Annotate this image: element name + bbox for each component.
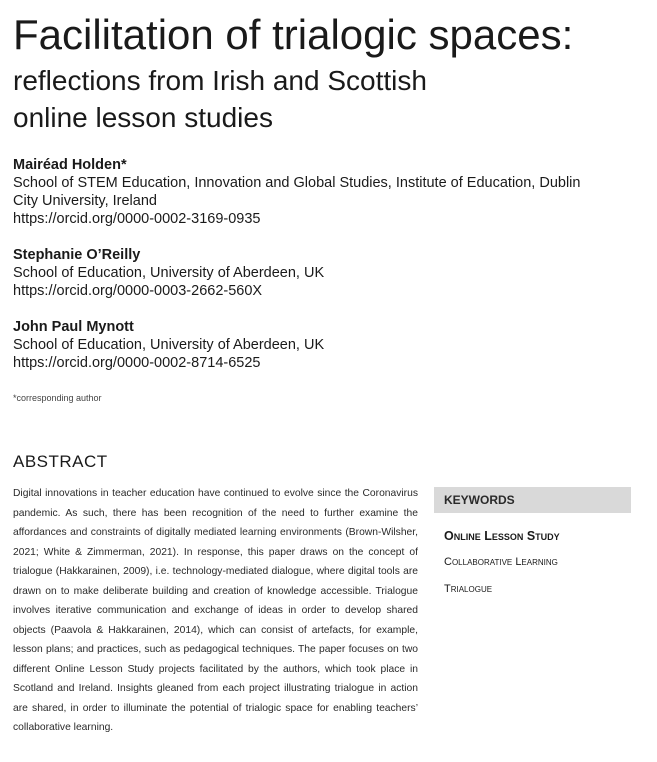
keywords-heading: KEYWORDS <box>434 487 631 513</box>
author-name: Stephanie O’Reilly <box>13 247 141 263</box>
subtitle-line-2: online lesson studies <box>13 102 273 133</box>
author-orcid-link[interactable]: https://orcid.org/0000-0002-3169-0935 <box>13 211 261 227</box>
title-block <box>13 10 643 136</box>
abstract-body: Digital innovations in teacher education have continued to evolve since the Coronavirus pandemic. As such, there has been recognition of the need to further examine the affordances and constraints of digitally mediated learning environments (Brown-Wilsher, 2021; White & Zimmerman, 2021). In response, this paper draws on the concept of trialogue (Hakkarainen, 2009), i.e. technology-mediated dialogue, where digital tools are drawn on to make deliberate building and creation of knowledge accessible. Trialogue involves iterative communication and exchange of ideas in order to develop shared objects (Paavola & Hakkarainen, 2014), which can consist of artefacts, for example, lesson plans; and practices, such as pedagogical techniques. The paper focuses on two different Online Lesson Study projects facilitated by the authors, which took place in Scotland and Ireland. Insights gleaned from each project illustrating trialogue in action are shared, in order to illuminate the potential of trialogic space for enabling teachers’ collaborative learning. <box>13 488 418 733</box>
keyword-item: Online Lesson Study <box>444 529 560 543</box>
keywords-panel <box>434 487 631 597</box>
author-affiliation: School of Education, University of Aberdeen, UK <box>13 265 325 281</box>
author-name: John Paul Mynott <box>13 319 134 335</box>
author-list <box>13 156 638 390</box>
corresponding-author-note: *corresponding author <box>13 393 102 403</box>
author-entry <box>13 246 638 300</box>
author-orcid-link[interactable]: https://orcid.org/0000-0003-2662-560X <box>13 283 263 299</box>
author-affiliation: School of Education, University of Aberdeen, UK <box>13 337 325 353</box>
paper-title: Facilitation of trialogic spaces: <box>13 11 574 58</box>
subtitle-line-1: reflections from Irish and Scottish <box>13 65 427 96</box>
paper-subtitle <box>13 62 643 136</box>
author-entry <box>13 156 638 228</box>
abstract-heading: ABSTRACT <box>13 452 108 471</box>
keyword-item: Collaborative Learning <box>444 556 558 568</box>
author-name: Mairéad Holden* <box>13 157 127 173</box>
author-orcid-link[interactable]: https://orcid.org/0000-0002-8714-6525 <box>13 355 261 371</box>
keyword-item: Trialogue <box>444 583 493 595</box>
author-affiliation: School of STEM Education, Innovation and Global Studies, Institute of Education, Dublin <box>13 175 581 191</box>
author-affiliation-continued: City University, Ireland <box>13 193 157 209</box>
author-entry <box>13 318 638 372</box>
